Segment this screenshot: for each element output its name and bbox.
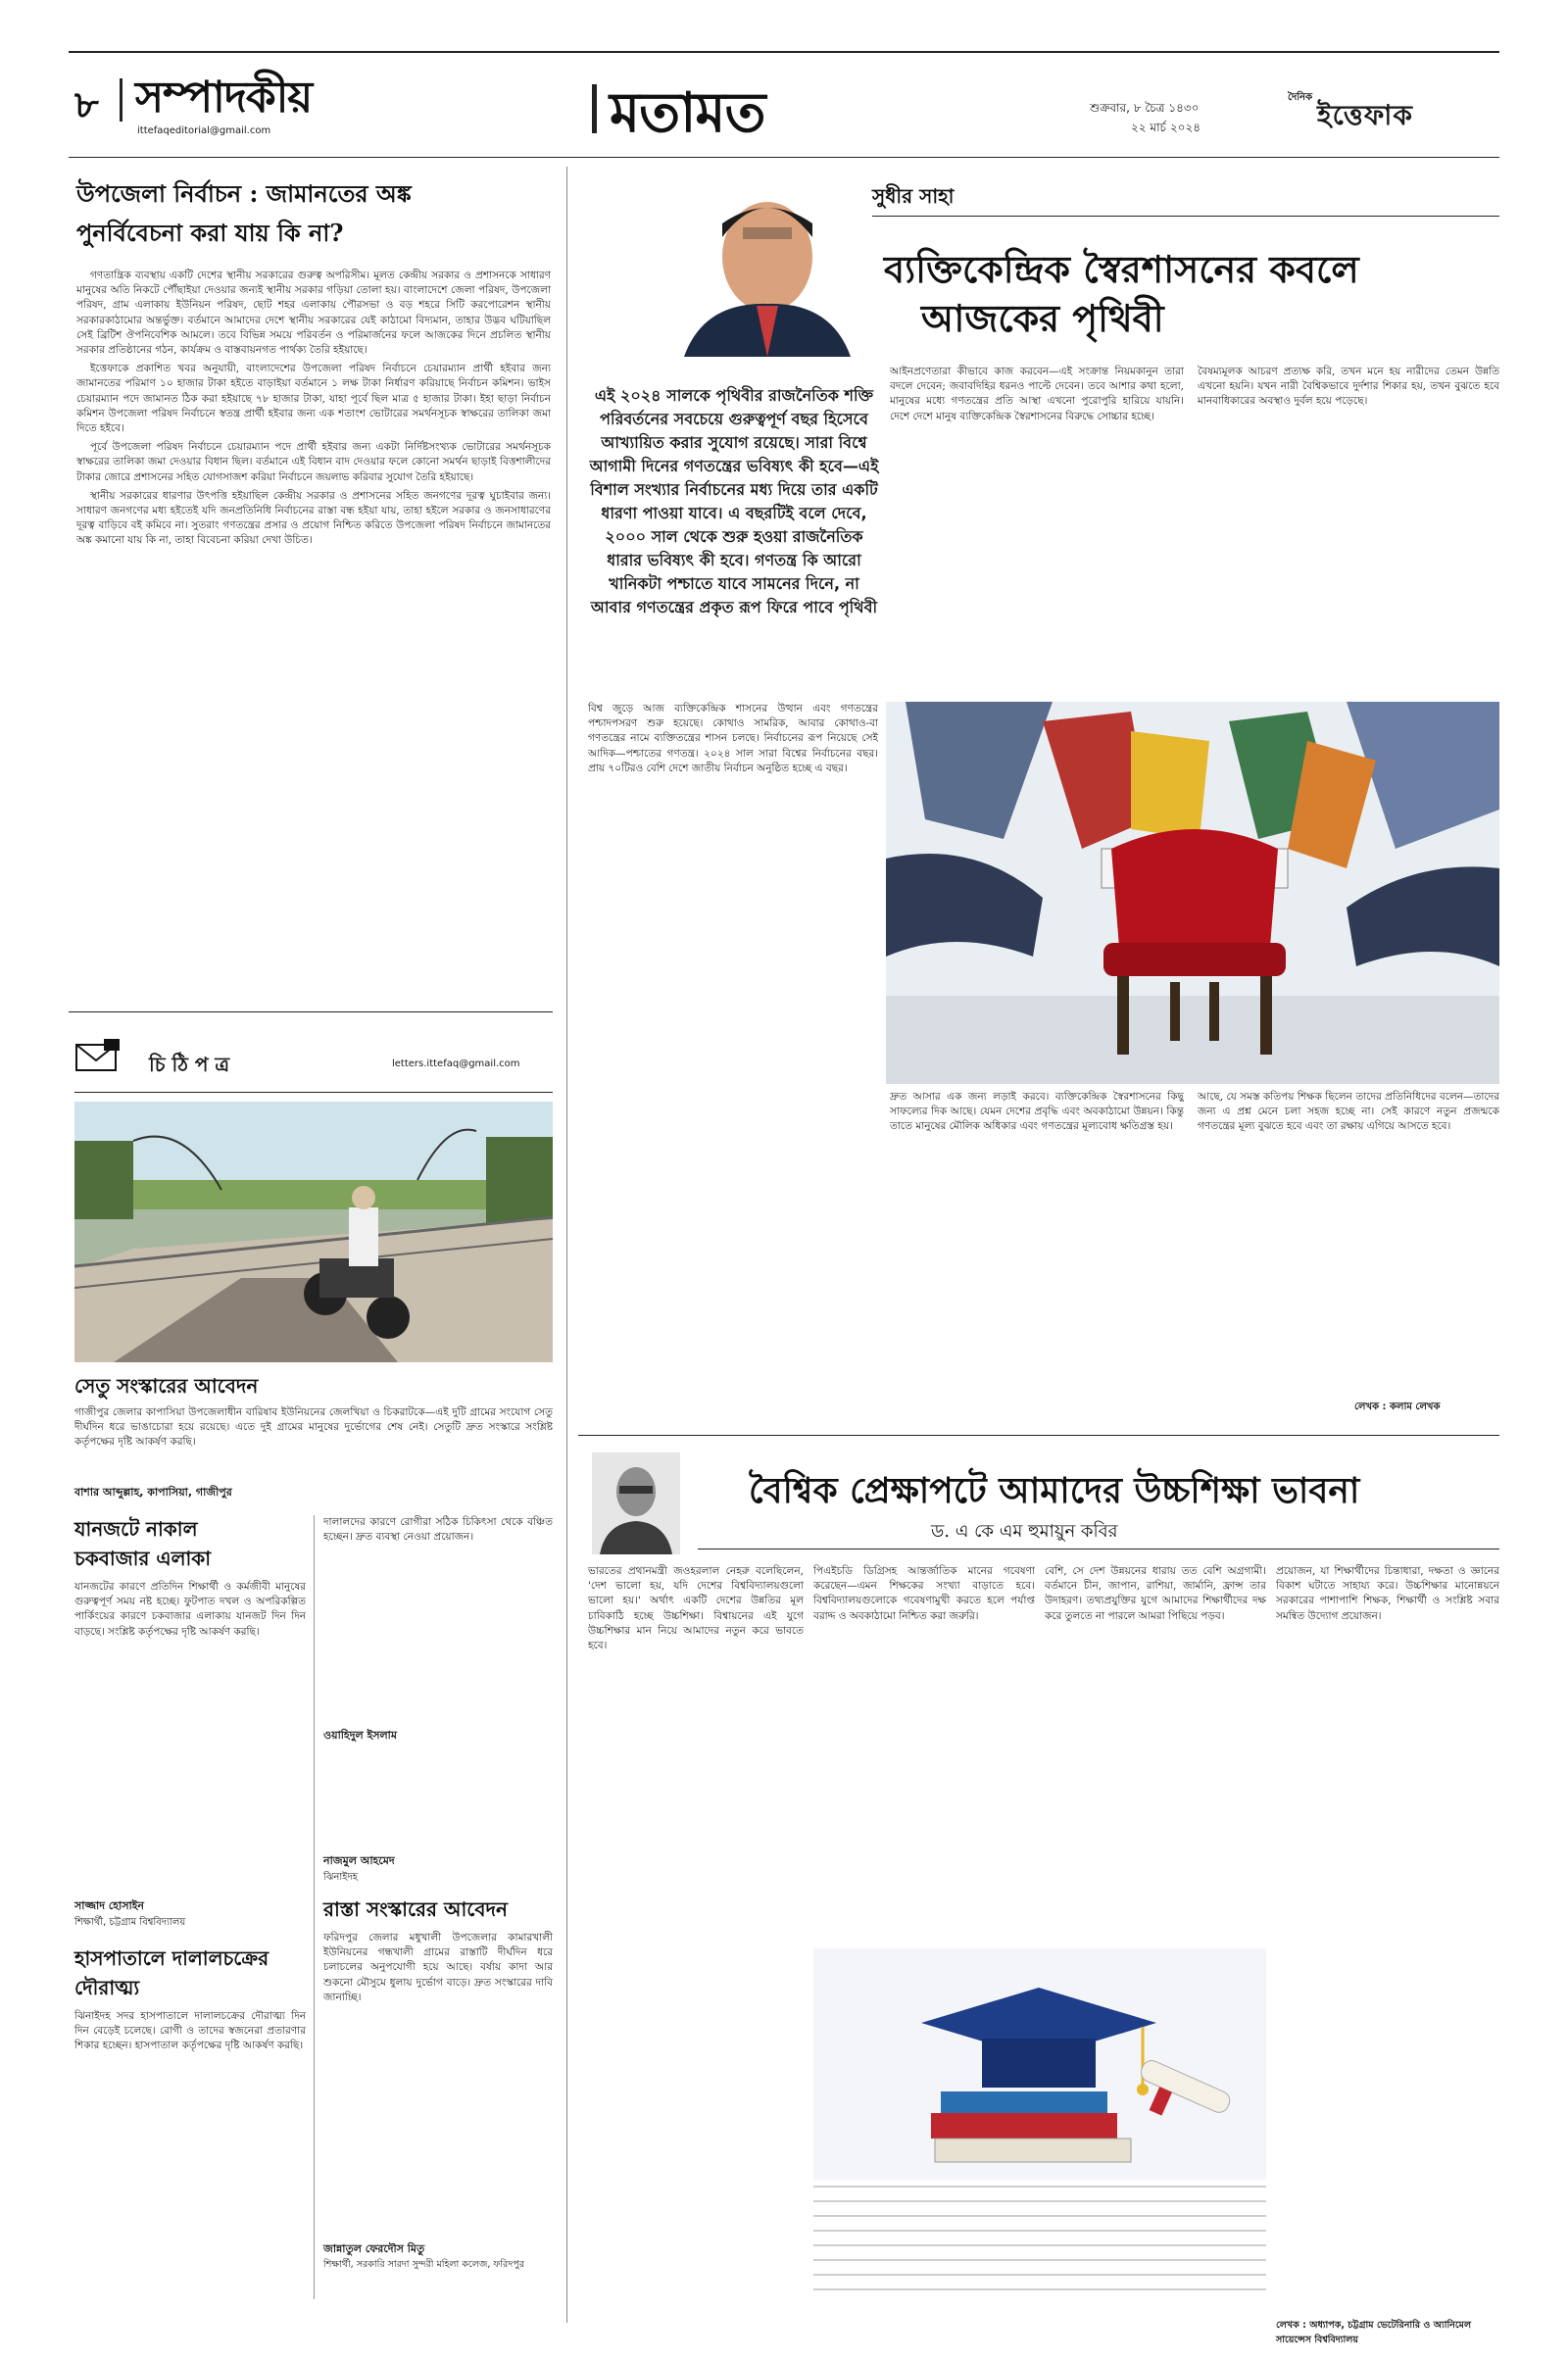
article2-col3: বেশি, সে দেশ উন্নয়নের ধারায় তত বেশি অগ্রগামী। বর্তমানে চীন, জাপান, রাশিয়া, জার্মানি, ফ্রান্স তার উদাহরণ। তথ্যপ্রযুক্তির যুগে আমাদের শিক্ষার্থীদের দক্ষ করে তুলতে না পারলে আমরা পিছিয়ে পড়ব। [1045, 1565, 1266, 1622]
article1-byline: লেখক : কলাম লেখক [1354, 1402, 1441, 1412]
envelope-icon [74, 1039, 122, 1074]
letter2-author-place: শিক্ষার্থী, চট্টগ্রাম বিশ্ববিদ্যালয় [74, 1917, 186, 1928]
editorial-paragraph-3: পূর্বে উপজেলা পরিষদ নির্বাচনে চেয়ারম্যান পদে প্রার্থী হইবার জন্য একটা নির্দিষ্টসংখ্যক ভোটারের সমর্থনসূচক স্বাক্ষরের তালিকা জমা দেওয়ার বিধান ছিল। বর্তমানে এই বিধান বাদ দেওয়ার ফলে কোনো সমর্থন ছাড়াই বিত্তশালীদের টাকার জোরে প্রশাসনের সহিত যোগসাজশ করিয়া নির্বাচনে জয়লাভ করিবার সুযোগ তৈরি হইয়াছে। [76, 441, 551, 483]
letter4-author-place: ঝিনাইদহ [323, 1872, 359, 1883]
chair-illustration [886, 702, 1499, 1084]
article1-author: সুধীর সাহা [872, 184, 955, 208]
logo-small-text: দৈনিক [1288, 92, 1313, 103]
article1-pullquote: এই ২০২৪ সালকে পৃথিবীর রাজনৈতিক শক্তি পরিবর্তনের সবচেয়ে গুরুত্বপূর্ণ বছর হিসেবে আখ্যায়িত করার সুযোগ রয়েছে। সারা বিশ্বে আগামী দিনের গণতন্ত্রের ভবিষ্যৎ কী হবে—এই বিশাল সংখ্যার নির্বাচনের মধ্য দিয়ে তার একটি ধারণা পাওয়া যাবে। এ বছরটিই বলে দেবে, ২০০০ সাল থেকে শুরু হওয়া রাজনৈতিক ধারার ভবিষ্যৎ কী হবে। গণতন্ত্র কি আরো খানিকটা পশ্চাতে যাবে সামনের দিনে, না আবার গণতন্ত্রের প্রকৃত রূপ ফিরে পাবে পৃথিবী [589, 386, 879, 616]
letter4-text: দালালদের কারণে রোগীরা সঠিক চিকিৎসা থেকে বঞ্চিত হচ্ছেন। দ্রুত ব্যবস্থা নেওয়া প্রয়োজন। [323, 1516, 553, 1544]
article2-col4: প্রয়োজন, যা শিক্ষার্থীদের চিন্তাধারা, দক্ষতা ও জ্ঞানের বিকাশ ঘটাতে সাহায্য করে। উচ্চশিক্ষার মানোন্নয়নে সরকারের পাশাপাশি শিক্ষক, শিক্ষার্থী ও সংশ্লিষ্ট সবার সমন্বিত উদ্যোগ প্রয়োজন। [1276, 1565, 1499, 1622]
article2-author: ড. এ কে এম হুমায়ুন কবির [931, 1521, 1118, 1542]
article1-body: বিশ্ব জুড়ে আজ ব্যক্তিকেন্দ্রিক শাসনের উত্থান এবং গণতন্ত্রের পশ্চাদপসরণ শুরু হয়েছে। কোথাও সামরিক, আবার কোথাও-বা গণতন্ত্রের নামে ব্যক্তিতন্ত্রের শাসন চলছে। নির্বাচনের রূপ নিয়েছে সেই আদিক—পশ্চাতের গণতন্ত্র। ২০২৪ সাল সারা বিশ্বের নির্বাচনের বছর। প্রায় ৭০টিরও বেশি দেশে জাতীয় নির্বাচন অনুষ্ঠিত হচ্ছে এ বছর। [588, 703, 878, 774]
letter2-text: যানজটের কারণে প্রতিদিন শিক্ষার্থী ও কর্মজীবী মানুষের গুরুত্বপূর্ণ সময় নষ্ট হচ্ছে। ফুটপাত দখল ও অপরিকল্পিত পার্কিংয়ের কারণে চকবাজার এলাকায় যানজট দিন দিন বাড়ছে। সংশ্লিষ্ট কর্তৃপক্ষের দৃষ্টি আকর্ষণ করছি। [74, 1581, 306, 1638]
letter3-text: ঝিনাইদহ সদর হাসপাতালে দালালচক্রের দৌরাত্ম্য দিন দিন বেড়েই চলেছে। রোগী ও তাদের স্বজনেরা প্রতারণার শিকার হচ্ছেন। হাসপাতাল কর্তৃপক্ষের দৃষ্টি আকর্ষণ করছি। [74, 2010, 306, 2052]
page-number: ৮ [74, 82, 99, 126]
article2-headline: বৈশ্বিক প্রেক্ষাপটে আমাদের উচ্চশিক্ষা ভাবনা [749, 1470, 1360, 1511]
logo-text: ইত্তেফাক [1317, 99, 1414, 131]
article2-col1: ভারতের প্রথানমন্ত্রী জওহরলাল নেহরু বলেছিলেন, 'দেশ ভালো হয়, যদি দেশের বিশ্ববিদ্যালয়গুলো ভালো হয়।' অর্থাৎ একটি দেশের উন্নতির মূল চাবিকাঠি হচ্ছে উচ্চশিক্ষা। বিশ্বায়নের এই যুগে উচ্চশিক্ষার মান নিয়ে আমাদের নতুন করে ভাবতে হবে। [588, 1565, 804, 1652]
editorial-headline-line2: পুনর্বিবেচনা করা যায় কি না? [76, 219, 344, 247]
editorial-paragraph-2: ইত্তেফাকে প্রকাশিত খবর অনুযায়ী, বাংলাদেশের উপজেলা পরিষদ নির্বাচনে চেয়ারম্যান প্রার্থী হইবার জন্য জামানতের পরিমাণ ১০ হাজার টাকা হইতে বাড়াইয়া বর্তমানে ১ লক্ষ টাকা নির্ধারণ করিয়াছে নির্বাচন কমিশন। ভাইস চেয়ারম্যান পদে জামানত ঠিক করা হইয়াছে ৭৮ হাজার টাকা, যাহা পূর্বে ছিল মাত্র ৫ হাজার টাকা। ইহা ছাড়া নির্বাচন কমিশন উপজেলা পরিষদ নির্বাচনে স্বতন্ত্র প্রার্থী হইবার জন্য এক শতাংশ ভোটারের সমর্থনসূচক স্বাক্ষরের তালিকা জমা দিতে হইবে। [76, 363, 551, 435]
editorial-body [76, 269, 551, 982]
letter1-text: গাজীপুর জেলার কাপাসিয়া উপজেলাধীন বারিষাব ইউনিয়নের জেলখিয়া ও চিকরাটকে—এই দুটি গ্রামের সংযোগ সেতু দীর্ঘদিন ধরে ভাঙাচোরা হয়ে রয়েছে। এতে দুই গ্রামের মানুষের দুর্ভোগের শেষ নেই। সেতুটি দ্রুত সংস্কারে সংশ্লিষ্ট কর্তৃপক্ষের দৃষ্টি আকর্ষণ করছি। [74, 1406, 553, 1449]
opinion-title: মতামত [610, 80, 765, 145]
letter2-author: সাজ্জাদ হোসাইন [74, 1899, 144, 1912]
section-email[interactable]: ittefaqeditorial@gmail.com [137, 125, 271, 136]
letters-email[interactable]: letters.ittefaq@gmail.com [392, 1058, 520, 1069]
article2-byline: লেখক : অধ্যাপক, চট্টগ্রাম ভেটেরিনারি ও অ্যানিমেল সায়েন্সেস বিশ্ববিদ্যালয় [1276, 2320, 1472, 2345]
editorial-paragraph-4: স্থানীয় সরকারের ধারণার উৎপত্তি হইয়াছিল কেন্দ্রীয় সরকার ও প্রশাসনের সহিত জনগণের দূরত্ব ঘুচাইবার জন্য। সাধারণ জনগণের মধ্য হইতেই যদি জনপ্রতিনিধি নির্বাচনের রাস্তা বন্ধ হইয়া যায়, তাহা হইলে সরকার ও জনসাধারণের দূরত্ব বাড়িবে বই কমিবে না। সুতরাং গণতন্ত্রের প্রসার ও প্রয়োগ নিশ্চিত করিতে উপজেলা পরিষদ নির্বাচনে জামানতের অঙ্ক কমানো যায় কি না, তাহা বিবেচনা করিয়া দেখা উচিত। [76, 489, 551, 547]
date-english: ২২ মার্চ ২০২৪ [1131, 121, 1201, 134]
editorial-headline-line1: উপজেলা নির্বাচন : জামানতের অঙ্ক [76, 179, 412, 208]
article1-headline-line2: আজকের পৃথিবী [921, 296, 1164, 340]
date-bangla: শুক্রবার, ৮ চৈত্র ১৪৩০ [1090, 101, 1200, 115]
article1-below-col1: দ্রুত আসার এক জন্য লড়াই করবে। ব্যক্তিকেন্দ্রিক স্বৈরশাসনের কিছু সাফল্যের দিক আছে। যেমন দেশের প্রবৃদ্ধি এবং অবকাঠামো উন্নয়ন। কিন্তু তাতে মানুষের মৌলিক অধিকার এবং গণতন্ত্রের মূল্যবোধ ক্ষতিগ্রস্ত হয়। [890, 1091, 1184, 1133]
letter5-text: ফরিদপুর জেলার মধুখালী উপজেলার কামারখালী ইউনিয়নের গন্ধখালী গ্রামের রাস্তাটি দীর্ঘদিন ধরে চলাচলের অনুপযোগী হয়ে আছে। বর্ষায় কাদা আর শুকনো মৌসুমে ধুলায় দুর্ভোগ বাড়ে। দ্রুত সংস্কারের দাবি জানাচ্ছি। [323, 1932, 553, 2003]
article1-below-col2: আছে, যে সমস্ত কতিপয় শিক্ষক ছিলেন তাদের প্রতিনিধিদের বলেন—তাদের জন্য এ প্রশ্ন মেনে চলা সহজ হচ্ছে না। সেই কারণে নতুন প্রজন্মকে গণতন্ত্রের মূল্য বুঝতে হবে এবং তা রক্ষায় এগিয়ে আসতে হবে। [1198, 1091, 1499, 1133]
letter3-title-line2: দৌরাত্ম্য [74, 1976, 140, 1999]
section-title: সম্পাদকীয় [135, 73, 313, 123]
letter1-title: সেতু সংস্কারের আবেদন [74, 1374, 259, 1398]
article1-headline-line1: ব্যক্তিকেন্দ্রিক স্বৈরশাসনের কবলে [884, 247, 1359, 291]
letter3-title-line1: হাসপাতালে দালালচক্রের [74, 1946, 270, 1970]
article1-col2: বৈষম্যমূলক আচরণ প্রত্যক্ষ করি, তখন মনে হয় নারীদের তেমন উন্নতি এখনো হয়নি। যখন নারী বৈশ্বিকভাবে দুর্দশার শিকার হয়, তখন বুঝতে হবে মানবাধিকারের অবস্থাও দুর্বল হয়ে পড়েছে। [1198, 366, 1499, 408]
letters-header [74, 1037, 553, 1093]
ittefaq-logo[interactable] [1274, 88, 1492, 129]
letter4-author: নাজমুল আহমেদ [323, 1854, 395, 1867]
bridge-photo [74, 1102, 553, 1362]
letter2-title-line1: যানজটে নাকাল [74, 1517, 198, 1541]
letters-section-title: চি ঠি প ত্র [149, 1053, 230, 1076]
letter5-author: জান্নাতুল ফেরদৌস মিতু [323, 2242, 425, 2255]
letter5-title: রাস্তা সংস্কারের আবেদন [323, 1897, 508, 1921]
article2-col2: পিএইচডি ডিগ্রিসহ আন্তর্জাতিক মানের গবেষণা করেছেন—এমন শিক্ষকের সংখ্যা বাড়াতে হবে। বিশ্ববিদ্যালয়গুলোকে গবেষণামুখী করতে হলে পর্যাপ্ত বরাদ্দ ও অবকাঠামো নিশ্চিত করা জরুরি। [813, 1565, 1035, 1622]
graduation-illustration [813, 1948, 1266, 2180]
article1-col1: আইনপ্রণেতারা কীভাবে কাজ করবেন—এই সংক্রান্ত নিয়মকানুন তারা বদলে দেবেন; জবাবদিহির ধরনও পাল্টে দেবেন। তবে আশার কথা হলো, মানুষের মধ্যে গণতন্ত্রের প্রতি আস্থা এখনো পুরোপুরি হারিয়ে যায়নি। দেশে দেশে মানুষ ব্যক্তিকেন্দ্রিক স্বৈরশাসনের বিরুদ্ধে সোচ্চার হচ্ছে। [890, 366, 1184, 422]
letter5-author-place: শিক্ষার্থী, সরকারি সারদা সুন্দরী মহিলা কলেজ, ফরিদপুর [323, 2259, 524, 2270]
editorial-paragraph-1: গণতান্ত্রিক ব্যবস্থায় একটি দেশের স্থানীয় সরকারের গুরুত্ব অপরিসীম। মূলত কেন্দ্রীয় সরকার ও প্রশাসনকে সাধারণ মানুষের অতি নিকটে পৌঁছাইয়া দেওয়ার জন্যই স্থানীয় সরকার গড়িয়া তোলা হয়। বাংলাদেশে জেলা পরিষদ, উপজেলা পরিষদ, গ্রাম এলাকায় ইউনিয়ন পরিষদ, ছোট শহর এলাকায় পৌরসভা ও বড় শহরে সিটি করপোরেশন স্থানীয় সরকারকাঠামোর অন্তর্ভুক্ত। বর্তমানে আমাদের দেশে স্থানীয় সরকারের যেই কাঠামো বিদ্যমান, তাহার উদ্ভব ঘটিয়াছিল সেই ব্রিটিশ ঔপনিবেশিক আমলে। তবে বিভিন্ন সময়ে পরিবর্তন ও পরিমার্জনের ফলে আজকের দিনে প্রচলিত স্থানীয় সরকার প্রতিষ্ঠানের গঠন, কার্যক্রম ও বাস্তবায়নগত পার্থক্য তৈরি হইয়াছে। [76, 270, 551, 357]
author2-portrait [592, 1452, 680, 1554]
letter1-author: বাশার আব্দুল্লাহ, কাপাসিয়া, গাজীপুর [74, 1486, 232, 1499]
author-portrait [674, 188, 860, 357]
letter3-author: ওয়াহিদুল ইসলাম [323, 1729, 397, 1742]
article2-col2-lower [813, 2186, 1266, 2313]
letter2-title-line2: চকবাজার এলাকা [74, 1547, 212, 1570]
